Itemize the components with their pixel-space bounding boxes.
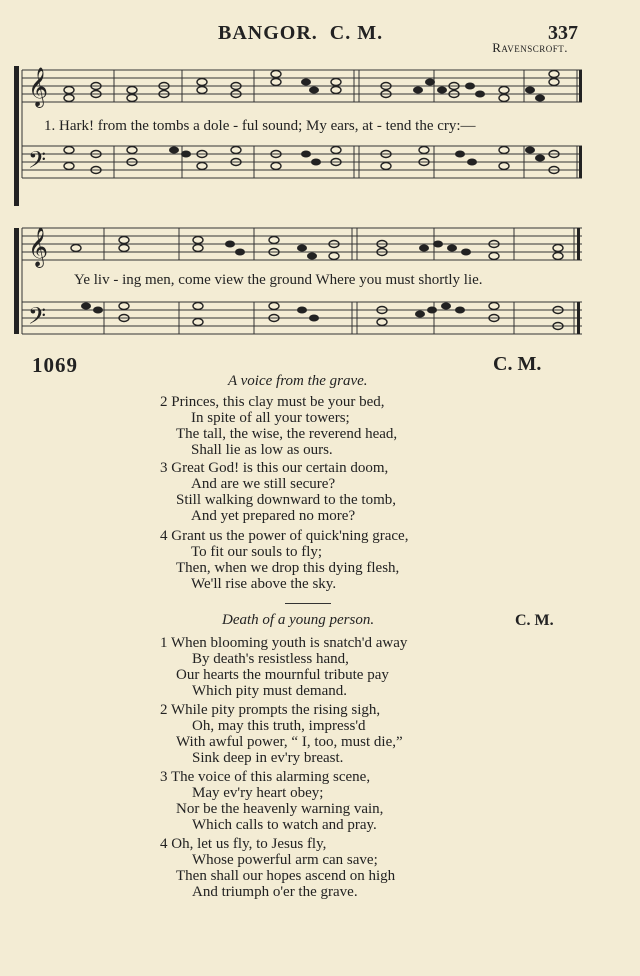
hymn2-title: Death of a young person. [222,612,375,628]
hymn1-line: The tall, the wise, the reverend head, [176,426,398,442]
hymn1-line: In spite of all your towers; [191,410,350,426]
tune-title [218,22,383,45]
hymn2-line: Nor be the heavenly warning vain, [176,801,384,817]
hymn2-line: 1 When blooming youth is snatch'd away [160,635,408,651]
lyric-line-2: Ye liv - ing men, come view the ground Where you must shortly lie. [74,272,483,288]
hymn1-title: A voice from the grave. [228,373,368,389]
lyric-line-1: 1. Hark! from the tombs a dole - ful sound; My ears, at - tend the cry:— [44,118,476,134]
hymn1-line: 4 Grant us the power of quick'ning grace, [160,528,409,544]
tune-name: BANGOR. [218,22,318,44]
hymn2-meter: C. M. [515,612,554,629]
hymn2-line: By death's resistless hand, [192,651,349,667]
hymn2-line: With awful power, “ I, too, must die,” [176,734,403,750]
hymn1-line: And yet prepared no more? [191,508,356,524]
music-system-1 [14,62,589,212]
composer: Ravenscroft. [492,40,568,55]
hymn2-line: 3 The voice of this alarming scene, [160,769,371,785]
hymn1-line: To fit our souls to fly; [191,544,323,560]
hymn2-line: Which calls to watch and pray. [192,817,377,833]
hymn1-line: 2 Princes, this clay must be your bed, [160,394,385,410]
hymn2-line: 4 Oh, let us fly, to Jesus fly, [160,836,327,852]
hymn1-line: 3 Great God! is this our certain doom, [160,460,389,476]
svg-text:𝄞: 𝄞 [28,67,49,107]
page-number: 337 [548,22,578,44]
svg-text:𝄢: 𝄢 [28,302,47,335]
hymn2-line: 2 While pity prompts the rising sigh, [160,702,381,718]
hymn-meter: C. M. [493,353,542,375]
svg-text:𝄞: 𝄞 [28,227,49,267]
hymn2-line: May ev'ry heart obey; [192,785,324,801]
hymn1-line: We'll rise above the sky. [191,576,337,592]
hymn2-line: Oh, may this truth, impress'd [192,718,366,734]
hymn2-line: And triumph o'er the grave. [192,884,358,900]
hymn2-line: Our hearts the mournful tribute pay [176,667,389,683]
tune-meter: C. M. [329,22,384,44]
hymn1-line: Still walking downward to the tomb, [176,492,396,508]
hymn2-line: Sink deep in ev'ry breast. [192,750,344,766]
hymn2-line: Which pity must demand. [192,683,347,699]
hymn-number: 1069 [32,353,78,377]
hymn1-line: Shall lie as low as ours. [191,442,333,458]
hymn2-line: Whose powerful arm can save; [192,852,378,868]
hymn1-line: And are we still secure? [191,476,336,492]
music-system-2 [14,218,589,342]
svg-text:𝄢: 𝄢 [28,146,47,179]
hymn1-line: Then, when we drop this dying flesh, [176,560,400,576]
section-divider [285,603,331,604]
hymn2-line: Then shall our hopes ascend on high [176,868,396,884]
